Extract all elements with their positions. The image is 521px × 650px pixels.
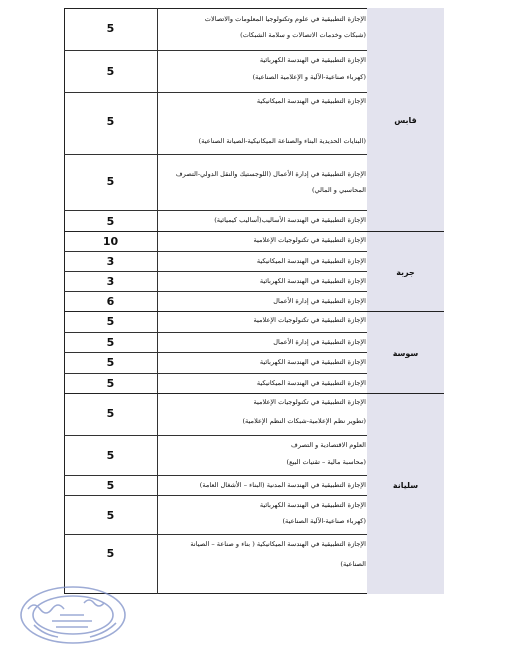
city-cell-gabes bbox=[367, 8, 444, 231]
program-line: الإجازة التطبيقية في إدارة الأعمال bbox=[273, 297, 366, 305]
table-row bbox=[64, 271, 367, 291]
official-seal-stamp bbox=[8, 575, 128, 645]
table-row bbox=[64, 352, 367, 373]
city-cell-djerba bbox=[367, 231, 444, 311]
city-name: قابس bbox=[394, 116, 417, 125]
program-line: الإجازة التطبيقية في الهندسة الميكانيكية bbox=[256, 379, 366, 387]
seat-count: 5 bbox=[106, 175, 115, 188]
program-line: العلوم الاقتصادية و التصرف bbox=[291, 441, 366, 449]
program-line: الإجازة التطبيقية في الهندسة الميكانيكية bbox=[256, 257, 366, 265]
program-line: الإجازة التطبيقية في الهندسة الكهربائية bbox=[259, 56, 366, 64]
seat-count: 5 bbox=[106, 377, 115, 390]
seat-count: 5 bbox=[106, 479, 115, 492]
program-detail: (البنايات الحديدية البناء والصناعة الميكانيكية-الصيانة الصناعية) bbox=[198, 137, 366, 145]
program-line: الإجازة التطبيقية في إدارة الأعمال bbox=[273, 338, 366, 346]
program-line: الإجازة التطبيقية في إدارة الأعمال (اللوجستيك والنقل الدولي-التصرف bbox=[175, 170, 366, 178]
program-detail: (كهرباء صناعية-الآلية الصناعية) bbox=[282, 517, 366, 525]
seat-count: 5 bbox=[106, 315, 115, 328]
table-row bbox=[64, 495, 367, 534]
table-row bbox=[64, 210, 367, 231]
table-row bbox=[64, 92, 367, 154]
seat-count: 3 bbox=[106, 255, 115, 268]
seat-count: 5 bbox=[106, 336, 115, 349]
program-detail: (كهرباء صناعية-الآلية و الإعلامية الصناعية) bbox=[252, 73, 366, 81]
table-row bbox=[64, 8, 367, 50]
table-row bbox=[64, 251, 367, 271]
city-name: جربة bbox=[396, 268, 415, 277]
program-line: الإجازة التطبيقية في الهندسة الكهربائية bbox=[259, 501, 366, 509]
program-line: الإجازة التطبيقية في الهندسة الأساليب(أساليب كيميائية) bbox=[214, 216, 366, 224]
seat-count: 5 bbox=[106, 407, 115, 420]
program-detail: المحاسبي و المالي) bbox=[311, 186, 366, 194]
table-row bbox=[64, 50, 367, 92]
seat-count: 6 bbox=[106, 295, 115, 308]
table-row bbox=[64, 435, 367, 475]
city-cell-sousse bbox=[367, 311, 444, 393]
program-line: الإجازة التطبيقية في تكنولوجيات الإعلامية bbox=[253, 398, 366, 406]
seat-count: 5 bbox=[106, 509, 115, 522]
seat-count: 3 bbox=[106, 275, 115, 288]
seat-count: 5 bbox=[106, 547, 115, 560]
city-name: سوسة bbox=[392, 349, 419, 358]
table-row bbox=[64, 154, 367, 210]
table-row bbox=[64, 373, 367, 393]
program-detail: الصناعية) bbox=[340, 560, 366, 568]
program-line: الإجازة التطبيقية في الهندسة الميكانيكية ( بناء و صناعة – الصيانة bbox=[190, 540, 366, 548]
seat-count: 5 bbox=[106, 449, 115, 462]
program-line: الإجازة التطبيقية في تكنولوجيات الإعلامية bbox=[253, 316, 366, 324]
program-line: الإجازة التطبيقية في الهندسة الكهربائية bbox=[259, 277, 366, 285]
seat-count: 10 bbox=[102, 235, 119, 248]
program-line: الإجازة التطبيقية في الهندسة الكهربائية bbox=[259, 358, 366, 366]
table-row bbox=[64, 393, 367, 435]
seat-count: 5 bbox=[106, 65, 115, 78]
table-row bbox=[64, 332, 367, 352]
program-detail: (تطوير نظم الإعلامية-شبكات النظم الإعلامية) bbox=[242, 417, 366, 425]
seat-count: 5 bbox=[106, 356, 115, 369]
table-row bbox=[64, 311, 367, 332]
program-line: الإجازة التطبيقية في الهندسة الميكانيكية bbox=[256, 97, 366, 105]
city-cell-siliana bbox=[367, 393, 444, 594]
program-detail: (شبكات وخدمات الاتصالات و سلامة الشبكات) bbox=[240, 31, 366, 39]
table-row bbox=[64, 291, 367, 311]
program-line: الإجازة التطبيقية في تكنولوجيات الإعلامية bbox=[253, 236, 366, 244]
seat-count: 5 bbox=[106, 115, 115, 128]
program-line: الإجازة التطبيقية في الهندسة المدنية (البناء – الأشغال العامة) bbox=[199, 481, 366, 489]
city-name: سليانة bbox=[392, 481, 419, 490]
seat-count: 5 bbox=[106, 22, 115, 35]
program-line: الإجازة التطبيقية في علوم وتكنولوجيا المعلومات والاتصالات bbox=[204, 15, 366, 23]
table-row bbox=[64, 475, 367, 495]
seat-count: 5 bbox=[106, 215, 115, 228]
table-row bbox=[64, 231, 367, 251]
program-detail: (محاسبة مالية – تقنيات البيع) bbox=[286, 458, 366, 466]
